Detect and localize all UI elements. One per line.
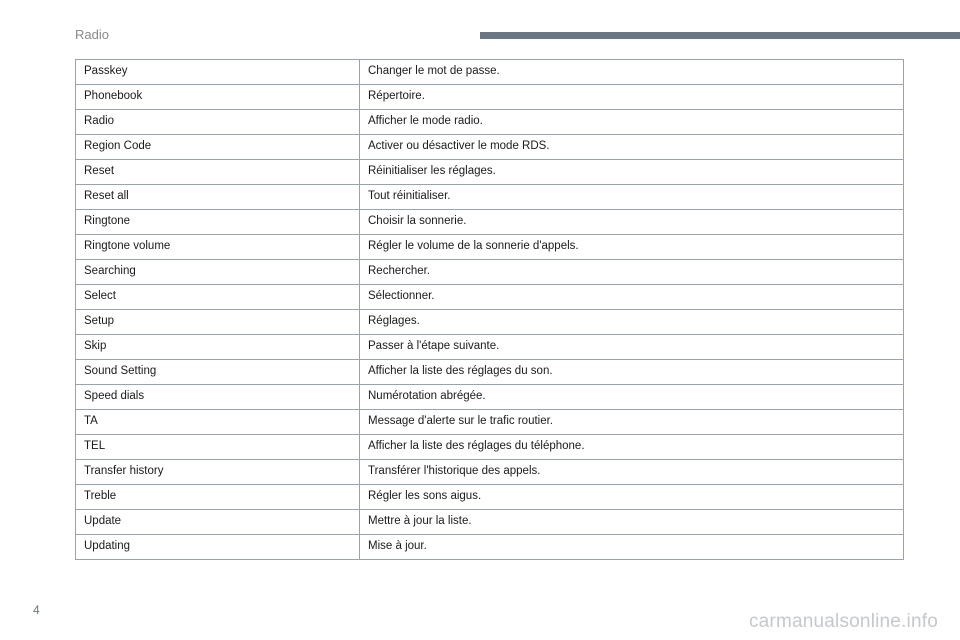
- page-header-title: Radio: [75, 27, 109, 42]
- definition-cell: Mettre à jour la liste.: [360, 510, 904, 535]
- definition-cell: Passer à l'étape suivante.: [360, 335, 904, 360]
- term-cell: Treble: [76, 485, 360, 510]
- watermark: carmanualsonline.info: [748, 611, 938, 632]
- term-cell: Radio: [76, 110, 360, 135]
- table-row: [76, 160, 904, 185]
- table-row: [76, 460, 904, 485]
- table-row: [76, 285, 904, 310]
- definition-cell: Numérotation abrégée.: [360, 385, 904, 410]
- term-cell: Select: [76, 285, 360, 310]
- term-cell: Skip: [76, 335, 360, 360]
- table-row: [76, 385, 904, 410]
- term-cell: Transfer history: [76, 460, 360, 485]
- term-cell: Sound Setting: [76, 360, 360, 385]
- term-cell: Reset all: [76, 185, 360, 210]
- table-row: [76, 85, 904, 110]
- definition-cell: Réinitialiser les réglages.: [360, 160, 904, 185]
- term-cell: Ringtone volume: [76, 235, 360, 260]
- definition-cell: Afficher la liste des réglages du son.: [360, 360, 904, 385]
- definition-cell: Choisir la sonnerie.: [360, 210, 904, 235]
- table-row: [76, 485, 904, 510]
- table-row: [76, 435, 904, 460]
- term-cell: Passkey: [76, 60, 360, 85]
- table-row: [76, 60, 904, 85]
- table-row: [76, 335, 904, 360]
- glossary-table-body: [76, 60, 904, 560]
- term-cell: Ringtone: [76, 210, 360, 235]
- definition-cell: Rechercher.: [360, 260, 904, 285]
- table-row: [76, 310, 904, 335]
- page-number: 4: [33, 603, 40, 617]
- definition-cell: Régler le volume de la sonnerie d'appels.: [360, 235, 904, 260]
- definition-cell: Répertoire.: [360, 85, 904, 110]
- definition-cell: Afficher le mode radio.: [360, 110, 904, 135]
- definition-cell: Tout réinitialiser.: [360, 185, 904, 210]
- term-cell: TEL: [76, 435, 360, 460]
- definition-cell: Message d'alerte sur le trafic routier.: [360, 410, 904, 435]
- term-cell: Searching: [76, 260, 360, 285]
- term-cell: Updating: [76, 535, 360, 560]
- table-row: [76, 260, 904, 285]
- term-cell: Update: [76, 510, 360, 535]
- definition-cell: Sélectionner.: [360, 285, 904, 310]
- definition-cell: Régler les sons aigus.: [360, 485, 904, 510]
- definition-cell: Changer le mot de passe.: [360, 60, 904, 85]
- table-row: [76, 410, 904, 435]
- definition-cell: Réglages.: [360, 310, 904, 335]
- term-cell: TA: [76, 410, 360, 435]
- definition-cell: Activer ou désactiver le mode RDS.: [360, 135, 904, 160]
- definition-cell: Mise à jour.: [360, 535, 904, 560]
- term-cell: Phonebook: [76, 85, 360, 110]
- table-row: [76, 185, 904, 210]
- term-cell: Speed dials: [76, 385, 360, 410]
- table-row: [76, 510, 904, 535]
- table-row: [76, 210, 904, 235]
- table-row: [76, 360, 904, 385]
- definition-cell: Transférer l'historique des appels.: [360, 460, 904, 485]
- table-row: [76, 135, 904, 160]
- table-row: [76, 535, 904, 560]
- header-bar: [480, 32, 960, 39]
- term-cell: Setup: [76, 310, 360, 335]
- table-row: [76, 235, 904, 260]
- term-cell: Region Code: [76, 135, 360, 160]
- table-row: [76, 110, 904, 135]
- term-cell: Reset: [76, 160, 360, 185]
- definition-cell: Afficher la liste des réglages du téléphone.: [360, 435, 904, 460]
- glossary-table: [75, 59, 904, 560]
